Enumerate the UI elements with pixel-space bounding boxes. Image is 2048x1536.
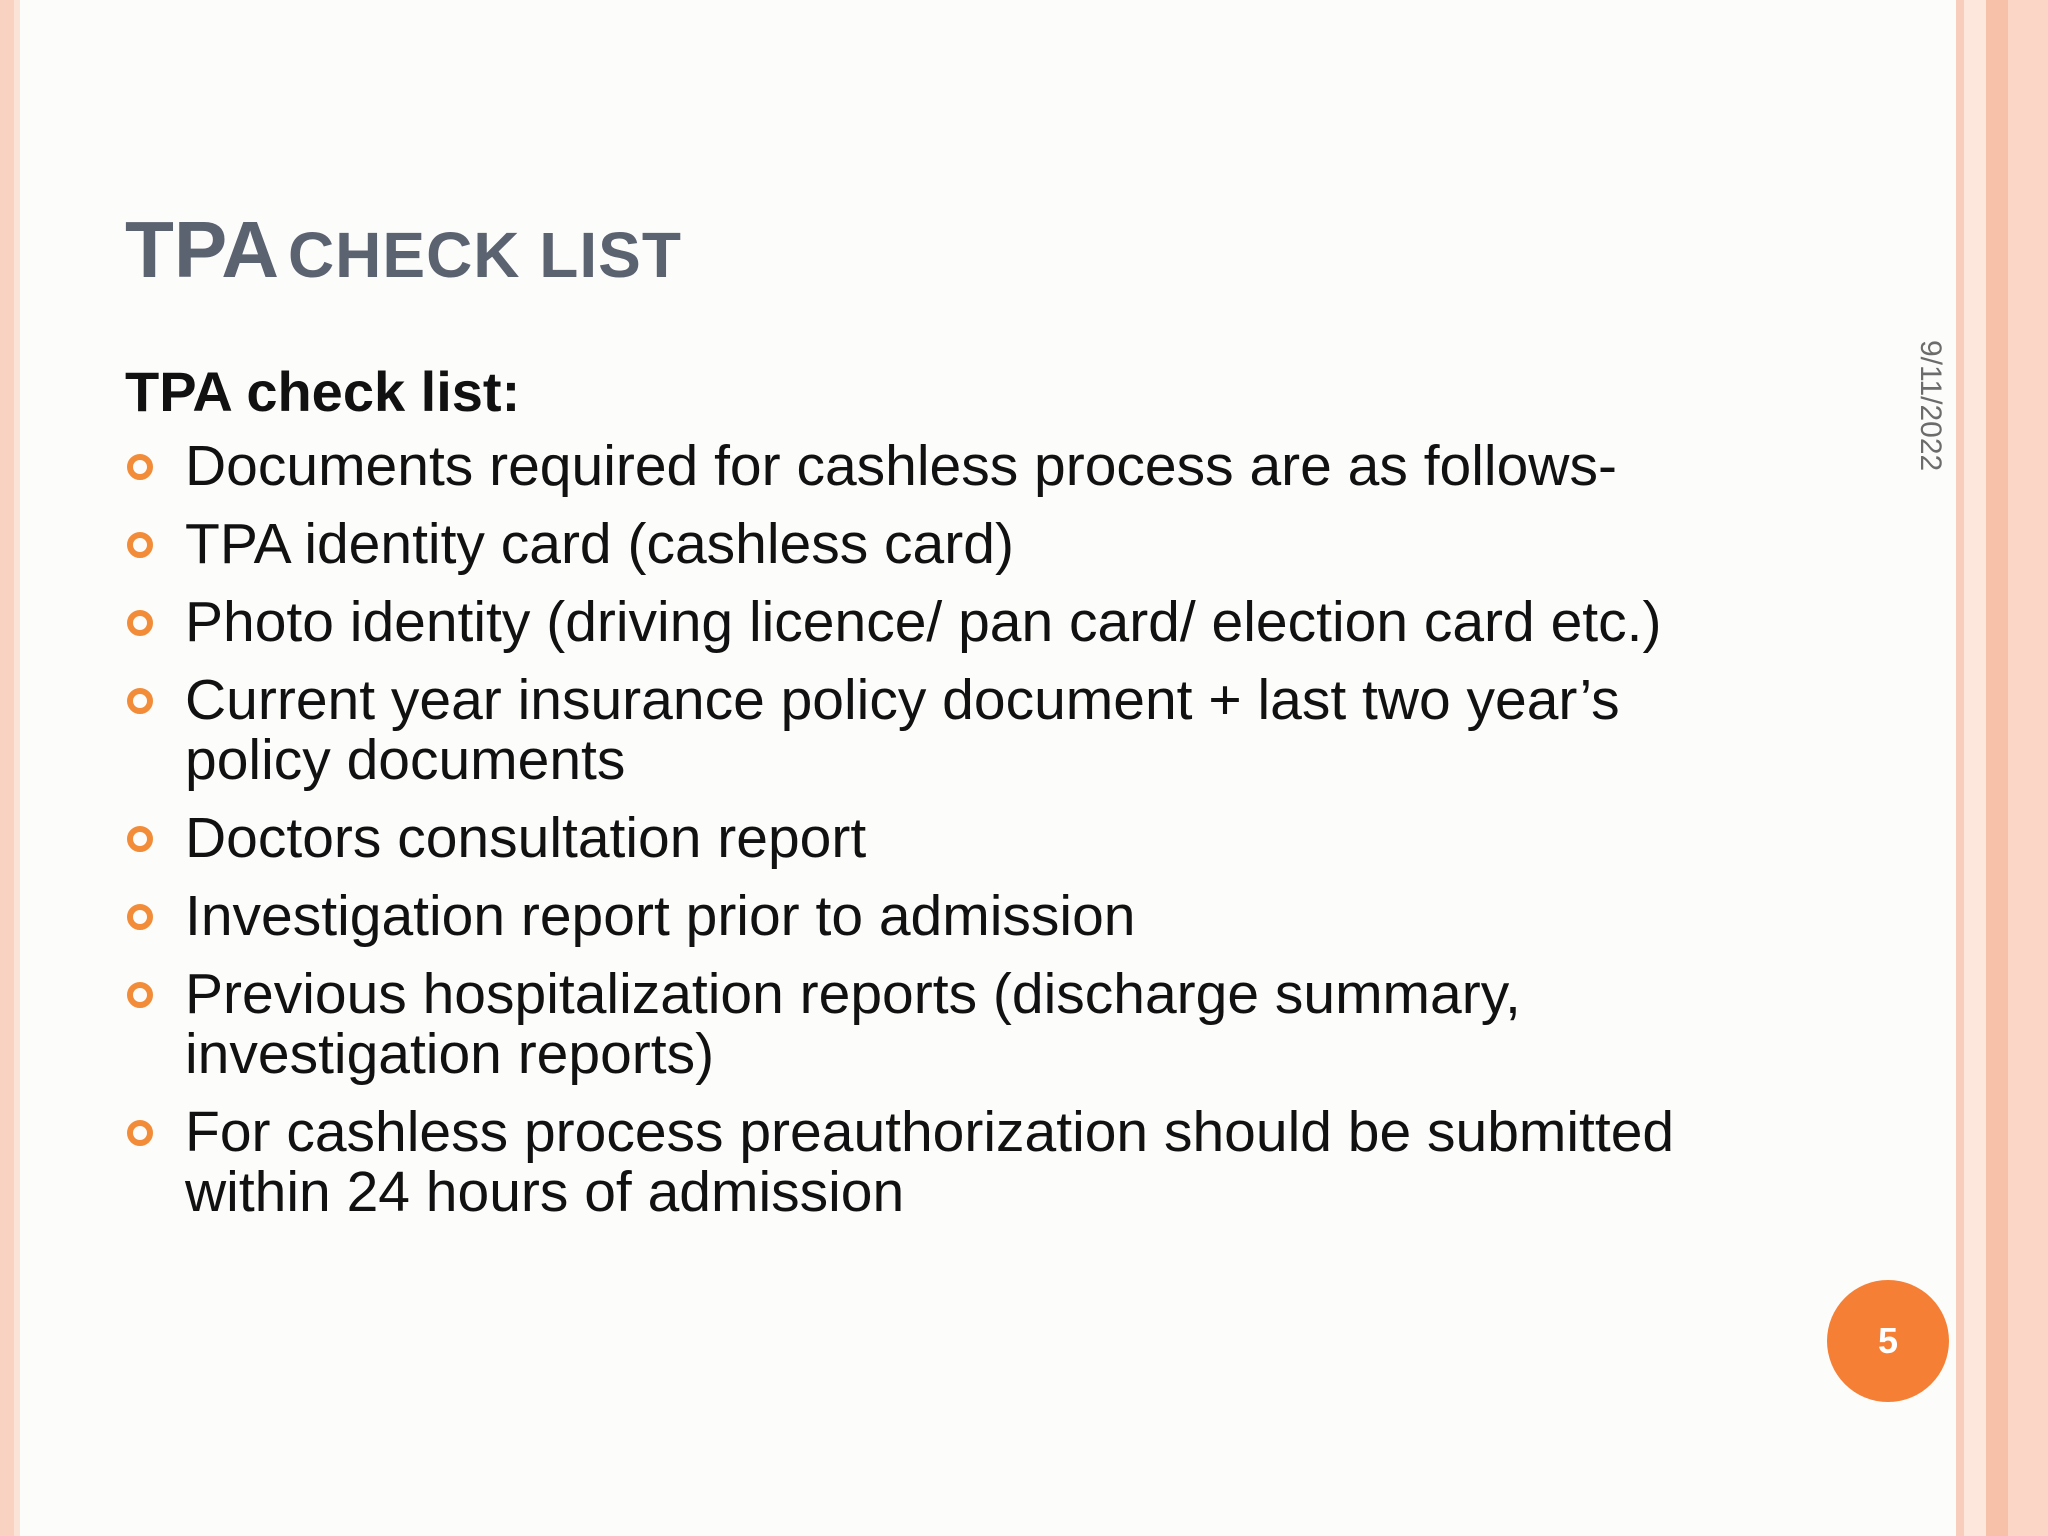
bullet-icon	[127, 982, 153, 1008]
list-item-text: Investigation report prior to admission	[185, 884, 1136, 948]
list-item	[125, 436, 1685, 496]
right-decor-stripe-thin	[1956, 0, 1964, 1536]
list-item-text: Documents required for cashless process are as follows-	[185, 434, 1617, 498]
list-item-text: Photo identity (driving licence/ pan card/ election card etc.)	[185, 590, 1662, 654]
list-item-text: Previous hospitalization reports (discharge summary, investigation reports)	[185, 962, 1521, 1086]
slide-date: 9/11/2022	[1914, 340, 1947, 472]
list-item-text: Doctors consultation report	[185, 806, 867, 870]
list-item	[125, 592, 1685, 652]
slide-content	[125, 360, 1685, 1240]
bullet-list	[125, 436, 1685, 1222]
bullet-icon	[127, 1120, 153, 1146]
bullet-icon	[127, 826, 153, 852]
list-item-text: TPA identity card (cashless card)	[185, 512, 1014, 576]
left-decor-stripe-light	[14, 0, 20, 1536]
list-item-text: For cashless process preauthorization should be submitted within 24 hours of admission	[185, 1100, 1675, 1224]
bullet-icon	[127, 532, 153, 558]
list-item	[125, 964, 1685, 1084]
right-decor-stripe-edge	[2008, 0, 2048, 1536]
bullet-icon	[127, 688, 153, 714]
list-item	[125, 514, 1685, 574]
bullet-icon	[127, 904, 153, 930]
right-decor-stripe-light	[1964, 0, 1986, 1536]
list-item	[125, 1102, 1685, 1222]
left-decor-stripe	[0, 0, 14, 1536]
list-item	[125, 670, 1685, 790]
list-item-text: Current year insurance policy document + last two year’s policy documents	[185, 668, 1620, 792]
list-item	[125, 886, 1685, 946]
slide-title-rest: CHECK LIST	[287, 219, 682, 291]
content-subheading: TPA check list:	[125, 360, 521, 423]
bullet-icon	[127, 610, 153, 636]
list-item	[125, 808, 1685, 868]
page-number-badge: 5	[1827, 1280, 1949, 1402]
slide-title	[125, 205, 682, 294]
right-decor-stripe-dark	[1986, 0, 2008, 1536]
bullet-icon	[127, 454, 153, 480]
slide-title-main: TPA	[125, 205, 280, 294]
